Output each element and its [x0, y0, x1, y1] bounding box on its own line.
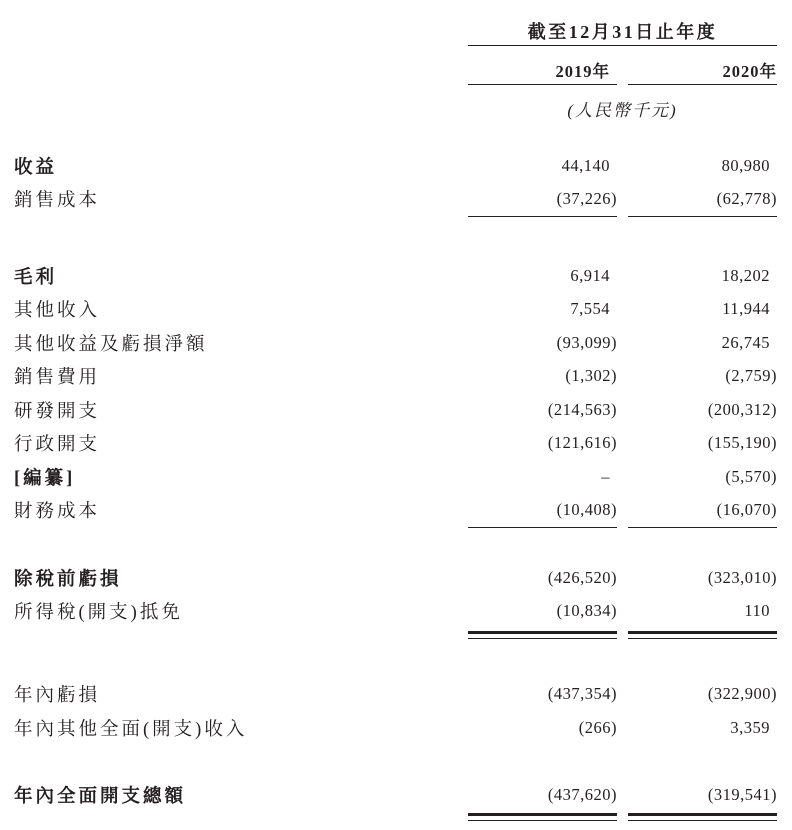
table-row-admin-expenses: [14, 427, 777, 461]
double-rule: [468, 631, 617, 639]
row-label: 研發開支: [14, 401, 101, 422]
value-2019: (214,563): [547, 399, 617, 419]
value-2020: (200,312): [707, 399, 777, 419]
row-label: 所得稅(開支)抵免: [14, 603, 183, 624]
value-2020: 11,944: [722, 299, 770, 319]
value-2020: (62,778): [716, 189, 777, 209]
value-2020: (5,570): [725, 466, 777, 486]
value-2019: (1,302): [565, 366, 617, 386]
single-rule: [628, 216, 777, 217]
table-row-rd-expenses: [14, 393, 777, 427]
spacer: [14, 639, 777, 678]
row-label: 年內虧損: [14, 686, 101, 707]
period-header: 截至12月31日止年度: [468, 20, 777, 46]
col-header-2020: 2020年: [628, 58, 777, 85]
col-header-2019: 2019年: [468, 58, 617, 85]
row-label: 除稅前虧損: [14, 569, 122, 590]
single-rule: [468, 527, 617, 528]
table-row-cost-of-sales: [14, 183, 777, 217]
value-2019: (37,226): [556, 189, 617, 209]
value-2019: (121,616): [547, 433, 617, 453]
double-rule: [628, 813, 777, 821]
value-2019: (437,354): [547, 684, 617, 704]
value-2020: (322,900): [707, 684, 777, 704]
spacer: [14, 220, 777, 259]
spacer: [14, 122, 777, 149]
double-rule-row: [14, 813, 777, 821]
single-rule: [468, 216, 617, 217]
value-2019: (266): [578, 717, 617, 737]
table-row-other-gains-losses: [14, 326, 777, 360]
currency-unit-note: (人民幣千元): [567, 101, 678, 120]
value-2019: (10,408): [556, 500, 617, 520]
spacer: [14, 531, 777, 561]
table-row-income-tax: [14, 595, 777, 629]
double-rule-row: [14, 631, 777, 639]
row-label: 行政開支: [14, 435, 101, 456]
value-2020: (319,541): [707, 785, 777, 805]
value-2019: 7,554: [570, 299, 610, 319]
double-rule: [468, 813, 617, 821]
value-2020: 80,980: [721, 155, 770, 175]
value-2019: 6,914: [570, 265, 610, 285]
row-label: 銷售費用: [14, 368, 101, 389]
row-label: 財務成本: [14, 502, 101, 523]
row-label: 年內其他全面(開支)收入: [14, 719, 248, 740]
table-row-redacted: [14, 460, 777, 494]
row-label: 銷售成本: [14, 191, 101, 212]
value-2020: (2,759): [725, 366, 777, 386]
value-2020: (323,010): [707, 567, 777, 587]
value-2020: 110: [744, 601, 770, 621]
value-2019: (93,099): [556, 332, 617, 352]
value-2019: 44,140: [561, 155, 610, 175]
table-row-selling-expenses: [14, 360, 777, 394]
value-2019: (10,834): [556, 601, 617, 621]
table-row-other-comprehensive: [14, 711, 777, 745]
table-row-other-income: [14, 293, 777, 327]
value-2019: (437,620): [547, 785, 617, 805]
table-row-total-comprehensive: [14, 779, 777, 813]
row-label: 其他收益及虧損淨額: [14, 334, 208, 355]
table-row-loss-before-tax: [14, 561, 777, 595]
spacer: [14, 745, 777, 779]
row-label: 其他收入: [14, 301, 101, 322]
value-2019: (426,520): [547, 567, 617, 587]
value-2020: 26,745: [721, 332, 770, 352]
value-2020: 3,359: [730, 717, 770, 737]
row-label: 毛利: [14, 267, 58, 288]
value-2019: –: [601, 466, 610, 486]
year-header-row: [14, 46, 777, 85]
double-rule: [628, 631, 777, 639]
value-2020: (155,190): [707, 433, 777, 453]
row-label: 收益: [14, 157, 58, 178]
table-row-loss-for-year: [14, 678, 777, 712]
table-row-finance-costs: [14, 494, 777, 528]
single-rule: [628, 527, 777, 528]
value-2020: (16,070): [716, 500, 777, 520]
value-2020: 18,202: [721, 265, 770, 285]
row-label: [編纂]: [14, 468, 76, 489]
table-row-gross-profit: [14, 259, 777, 293]
row-label: 年內全面開支總額: [14, 787, 187, 808]
table-row-revenue: [14, 149, 777, 183]
